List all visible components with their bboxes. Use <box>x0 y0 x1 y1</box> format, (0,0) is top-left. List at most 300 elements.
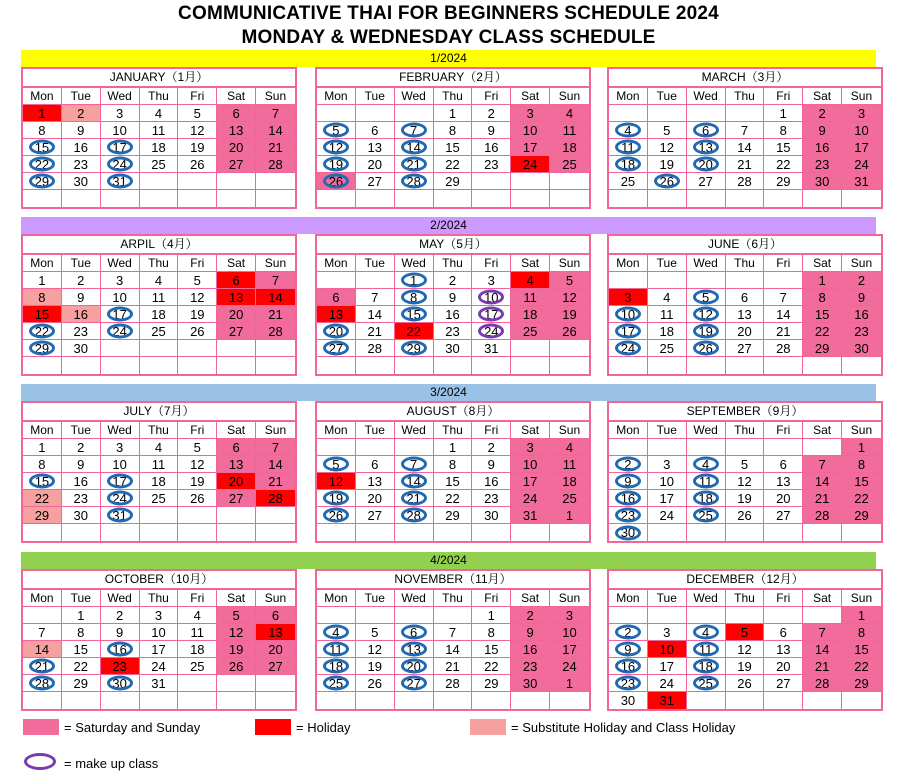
day-number: 7 <box>371 290 379 305</box>
weekday-header: Wed <box>101 88 140 105</box>
day-number: 25 <box>659 341 674 356</box>
day-number: 26 <box>328 174 344 189</box>
day-cell <box>687 323 726 340</box>
day-cell <box>687 156 726 173</box>
day-cell <box>803 323 842 340</box>
day-cell <box>178 323 217 340</box>
weekday-header: Thu <box>140 422 179 439</box>
day-cell <box>178 456 217 473</box>
day-cell <box>356 473 395 490</box>
day-cell <box>356 641 395 658</box>
day-number: 10 <box>112 457 127 472</box>
day-number: 24 <box>522 491 538 506</box>
empty-cell <box>23 190 62 207</box>
day-cell <box>23 641 62 658</box>
day-number: 13 <box>228 123 244 138</box>
day-cell <box>511 156 550 173</box>
day-cell <box>140 675 179 692</box>
day-number: 4 <box>154 440 163 455</box>
weekday-header: Sat <box>217 590 256 607</box>
day-number: 24 <box>112 157 127 172</box>
day-cell <box>687 340 726 357</box>
weekday-header: Thu <box>726 255 765 272</box>
day-number: 3 <box>565 608 574 623</box>
day-number: 9 <box>77 290 85 305</box>
day-number: 17 <box>854 140 869 155</box>
day-number: 1 <box>448 106 457 121</box>
day-number: 14 <box>814 474 830 489</box>
day-number: 18 <box>151 140 166 155</box>
day-cell <box>178 156 217 173</box>
day-number: 21 <box>34 659 50 674</box>
day-cell <box>648 624 687 641</box>
day-cell <box>356 490 395 507</box>
empty-cell <box>62 524 101 541</box>
day-cell <box>395 289 434 306</box>
empty-cell <box>687 190 726 207</box>
day-number: 22 <box>854 491 869 506</box>
day-cell <box>62 173 101 190</box>
empty-cell <box>726 524 765 541</box>
day-number: 6 <box>232 273 240 288</box>
day-number: 28 <box>814 676 830 691</box>
weekday-header: Thu <box>434 590 473 607</box>
day-number: 12 <box>562 290 577 305</box>
empty-cell <box>140 190 179 207</box>
day-cell <box>609 490 648 507</box>
day-number: 10 <box>151 625 166 640</box>
day-cell <box>648 139 687 156</box>
month-calendar <box>607 401 883 543</box>
day-cell <box>434 323 473 340</box>
day-number: 14 <box>814 642 830 657</box>
day-cell <box>140 122 179 139</box>
day-number: 20 <box>776 491 791 506</box>
day-number: 30 <box>620 525 636 540</box>
empty-cell <box>178 507 217 524</box>
day-number: 8 <box>38 290 46 305</box>
day-number: 20 <box>228 474 244 489</box>
day-number: 17 <box>522 140 538 155</box>
day-cell <box>803 641 842 658</box>
weekday-header: Thu <box>434 88 473 105</box>
empty-cell <box>140 357 179 374</box>
day-cell <box>395 675 434 692</box>
day-number: 7 <box>271 440 280 455</box>
day-number: 5 <box>193 106 201 121</box>
day-number: 4 <box>154 273 163 288</box>
day-number: 19 <box>190 307 205 322</box>
day-number: 20 <box>328 324 344 339</box>
day-number: 13 <box>228 290 244 305</box>
day-number: 12 <box>698 307 713 322</box>
day-cell <box>434 340 473 357</box>
day-cell <box>23 272 62 289</box>
day-cell <box>217 272 256 289</box>
empty-cell <box>217 692 256 709</box>
day-number: 6 <box>409 625 418 640</box>
day-cell <box>256 156 295 173</box>
day-cell <box>23 439 62 456</box>
day-cell <box>687 641 726 658</box>
empty-cell <box>726 607 765 624</box>
day-cell <box>217 473 256 490</box>
day-number: 16 <box>484 140 499 155</box>
month-calendar <box>607 234 883 376</box>
day-cell <box>434 473 473 490</box>
day-number: 24 <box>484 324 499 339</box>
day-cell <box>726 490 765 507</box>
day-cell <box>217 624 256 641</box>
day-number: 27 <box>698 174 713 189</box>
day-cell <box>101 323 140 340</box>
day-number: 16 <box>73 307 88 322</box>
day-number: 2 <box>487 106 495 121</box>
day-number: 1 <box>38 440 46 455</box>
empty-cell <box>648 524 687 541</box>
day-cell <box>609 473 648 490</box>
day-cell <box>395 456 434 473</box>
day-number: 7 <box>740 123 749 138</box>
day-number: 15 <box>484 642 499 657</box>
day-cell <box>101 507 140 524</box>
day-cell <box>62 507 101 524</box>
weekday-header: Thu <box>726 88 765 105</box>
day-number: 23 <box>620 508 636 523</box>
day-number: 25 <box>328 676 344 691</box>
day-cell <box>178 272 217 289</box>
day-cell <box>23 105 62 122</box>
day-number: 7 <box>409 457 418 472</box>
day-cell <box>256 289 295 306</box>
empty-cell <box>395 524 434 541</box>
day-cell <box>842 675 881 692</box>
day-number: 14 <box>776 307 791 322</box>
day-cell <box>317 490 356 507</box>
day-cell <box>395 272 434 289</box>
day-number: 26 <box>190 157 205 172</box>
day-cell <box>764 105 803 122</box>
day-cell <box>317 641 356 658</box>
day-number: 1 <box>565 676 574 691</box>
day-number: 19 <box>190 474 205 489</box>
empty-cell <box>764 607 803 624</box>
weekday-header: Thu <box>434 255 473 272</box>
day-number: 12 <box>737 642 752 657</box>
weekday-header: Tue <box>62 255 101 272</box>
day-cell <box>101 289 140 306</box>
empty-cell <box>550 190 589 207</box>
day-number: 26 <box>737 508 752 523</box>
day-number: 4 <box>663 290 671 305</box>
day-number: 22 <box>34 324 50 339</box>
day-number: 1 <box>77 608 85 623</box>
day-number: 20 <box>737 324 752 339</box>
day-number: 1 <box>857 440 866 455</box>
day-number: 24 <box>522 157 538 172</box>
day-cell <box>23 340 62 357</box>
day-cell <box>764 675 803 692</box>
day-cell <box>256 323 295 340</box>
empty-cell <box>726 439 765 456</box>
day-number: 11 <box>329 642 343 657</box>
day-number: 2 <box>624 625 632 640</box>
day-cell <box>434 641 473 658</box>
day-number: 17 <box>151 642 166 657</box>
day-cell <box>764 641 803 658</box>
day-cell <box>803 340 842 357</box>
day-number: 25 <box>151 324 166 339</box>
weekday-header: Sat <box>803 422 842 439</box>
day-number: 9 <box>115 625 124 640</box>
day-cell <box>395 624 434 641</box>
day-number: 17 <box>112 474 127 489</box>
month-calendar <box>21 569 297 711</box>
day-cell <box>550 306 589 323</box>
day-cell <box>803 289 842 306</box>
day-cell <box>178 607 217 624</box>
day-cell <box>472 456 511 473</box>
day-number: 15 <box>34 474 50 489</box>
day-number: 5 <box>332 457 340 472</box>
day-cell <box>609 306 648 323</box>
weekday-header: Tue <box>648 422 687 439</box>
day-cell <box>434 122 473 139</box>
day-number: 29 <box>814 341 830 356</box>
weekday-header: Sat <box>803 88 842 105</box>
day-cell <box>317 658 356 675</box>
day-number: 11 <box>698 474 713 489</box>
day-cell <box>23 624 62 641</box>
month-calendar <box>607 67 883 209</box>
day-cell <box>395 473 434 490</box>
day-number: 17 <box>484 307 499 322</box>
day-cell <box>140 289 179 306</box>
empty-cell <box>764 190 803 207</box>
day-cell <box>511 105 550 122</box>
day-cell <box>842 439 881 456</box>
day-number: 16 <box>620 659 636 674</box>
day-cell <box>472 289 511 306</box>
next-month-day <box>550 507 589 524</box>
legend-makeup-ring <box>24 753 56 770</box>
day-cell <box>356 624 395 641</box>
day-cell <box>511 306 550 323</box>
day-number: 15 <box>34 307 50 322</box>
weekday-header: Wed <box>687 255 726 272</box>
day-cell <box>101 473 140 490</box>
day-number: 28 <box>776 341 791 356</box>
day-number: 4 <box>526 273 534 288</box>
day-cell <box>511 289 550 306</box>
day-cell <box>764 658 803 675</box>
day-cell <box>550 156 589 173</box>
day-cell <box>178 439 217 456</box>
day-number: 7 <box>271 273 280 288</box>
day-number: 30 <box>73 508 88 523</box>
day-number: 18 <box>698 491 713 506</box>
day-number: 28 <box>268 157 283 172</box>
legend-weekend-label: = Saturday and Sunday <box>64 720 201 735</box>
month-title: JULY（7月） <box>23 403 295 422</box>
day-number: 18 <box>620 157 636 172</box>
day-cell <box>434 289 473 306</box>
empty-cell <box>648 190 687 207</box>
day-cell <box>842 122 881 139</box>
day-cell <box>62 607 101 624</box>
day-number: 22 <box>445 157 460 172</box>
empty-cell <box>395 692 434 709</box>
day-number: 6 <box>740 290 749 305</box>
day-number: 11 <box>562 457 577 472</box>
day-number: 9 <box>624 642 632 657</box>
empty-cell <box>764 272 803 289</box>
empty-cell <box>687 607 726 624</box>
day-number: 3 <box>624 290 632 305</box>
weekday-header: Sat <box>803 590 842 607</box>
day-cell <box>23 675 62 692</box>
day-cell <box>178 658 217 675</box>
empty-cell <box>550 357 589 374</box>
weekday-header: Tue <box>62 422 101 439</box>
weekday-header: Mon <box>23 422 62 439</box>
day-cell <box>764 473 803 490</box>
day-cell <box>803 675 842 692</box>
day-cell <box>23 173 62 190</box>
day-number: 22 <box>34 157 50 172</box>
weekday-header: Sun <box>550 590 589 607</box>
day-cell <box>317 156 356 173</box>
day-number: 9 <box>77 457 85 472</box>
day-cell <box>687 675 726 692</box>
empty-cell <box>101 340 140 357</box>
day-cell <box>356 456 395 473</box>
day-number: 21 <box>268 140 283 155</box>
day-cell <box>217 607 256 624</box>
day-number: 1 <box>565 508 574 523</box>
day-cell <box>842 272 881 289</box>
day-number: 8 <box>409 290 418 305</box>
day-number: 8 <box>857 625 866 640</box>
day-number: 28 <box>268 491 283 506</box>
empty-cell <box>803 357 842 374</box>
day-number: 7 <box>779 290 787 305</box>
day-cell <box>178 105 217 122</box>
day-number: 22 <box>73 659 88 674</box>
month-title: AUGUST（8月） <box>317 403 589 422</box>
day-number: 14 <box>737 140 752 155</box>
day-number: 12 <box>367 642 382 657</box>
day-cell <box>434 456 473 473</box>
day-number: 1 <box>487 608 495 623</box>
empty-cell <box>356 524 395 541</box>
day-cell <box>434 507 473 524</box>
day-number: 12 <box>190 123 205 138</box>
day-cell <box>648 658 687 675</box>
day-number: 17 <box>112 307 127 322</box>
day-number: 31 <box>854 174 869 189</box>
day-number: 28 <box>445 676 460 691</box>
day-cell <box>256 105 295 122</box>
day-number: 26 <box>328 508 344 523</box>
day-cell <box>317 289 356 306</box>
page-subtitle: MONDAY & WEDNESDAY CLASS SCHEDULE <box>241 27 656 48</box>
day-number: 13 <box>328 307 344 322</box>
day-number: 25 <box>698 508 713 523</box>
day-cell <box>434 624 473 641</box>
day-number: 31 <box>112 508 127 523</box>
day-cell <box>550 658 589 675</box>
day-number: 30 <box>620 693 636 708</box>
empty-cell <box>101 357 140 374</box>
day-number: 30 <box>445 341 460 356</box>
day-number: 22 <box>445 491 460 506</box>
weekday-header: Fri <box>764 422 803 439</box>
weekday-header: Fri <box>178 255 217 272</box>
day-number: 16 <box>73 140 88 155</box>
empty-cell <box>217 173 256 190</box>
day-cell <box>62 156 101 173</box>
day-cell <box>609 692 648 709</box>
day-cell <box>550 439 589 456</box>
empty-cell <box>609 439 648 456</box>
day-cell <box>434 105 473 122</box>
day-number: 29 <box>854 676 869 691</box>
day-number: 10 <box>522 123 538 138</box>
empty-cell <box>726 692 765 709</box>
day-cell <box>317 340 356 357</box>
day-number: 8 <box>818 290 826 305</box>
day-number: 4 <box>701 625 710 640</box>
day-number: 20 <box>406 659 421 674</box>
day-cell <box>764 490 803 507</box>
day-number: 14 <box>34 642 50 657</box>
day-number: 9 <box>487 457 495 472</box>
empty-cell <box>434 692 473 709</box>
day-number: 24 <box>112 324 127 339</box>
empty-cell <box>764 439 803 456</box>
day-cell <box>23 122 62 139</box>
day-cell <box>648 289 687 306</box>
day-number: 20 <box>776 659 791 674</box>
day-cell <box>842 473 881 490</box>
day-cell <box>62 439 101 456</box>
empty-cell <box>511 190 550 207</box>
day-cell <box>472 139 511 156</box>
day-cell <box>609 507 648 524</box>
month-title: FEBRUARY（2月） <box>317 69 589 88</box>
day-number: 4 <box>565 440 574 455</box>
day-cell <box>842 139 881 156</box>
day-number: 1 <box>38 273 46 288</box>
empty-cell <box>511 357 550 374</box>
day-number: 6 <box>779 457 787 472</box>
day-number: 6 <box>701 123 710 138</box>
day-cell <box>511 641 550 658</box>
day-number: 9 <box>448 290 457 305</box>
day-cell <box>648 323 687 340</box>
day-number: 13 <box>367 140 382 155</box>
day-number: 30 <box>814 174 830 189</box>
month-calendar <box>607 569 883 711</box>
day-number: 3 <box>526 106 534 121</box>
empty-cell <box>317 190 356 207</box>
day-number: 9 <box>624 474 632 489</box>
day-number: 27 <box>367 174 382 189</box>
day-cell <box>62 306 101 323</box>
day-number: 18 <box>562 140 577 155</box>
weekday-header: Mon <box>609 590 648 607</box>
